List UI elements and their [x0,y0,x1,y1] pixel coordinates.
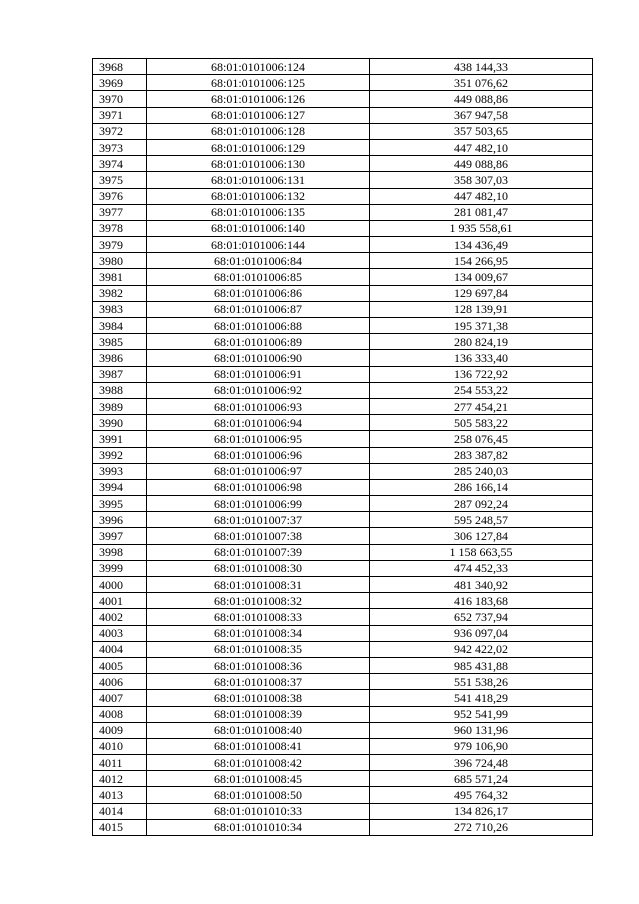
cadastral-value-cell: 438 144,33 [370,59,593,75]
cadastral-number-cell: 68:01:0101006:131 [147,172,370,188]
cadastral-value-cell: 272 710,26 [370,819,593,835]
row-number-cell: 3983 [93,301,147,317]
table-row [93,285,593,301]
cadastral-number-cell: 68:01:0101006:96 [147,447,370,463]
cadastral-value-cell: 281 081,47 [370,204,593,220]
cadastral-number-cell: 68:01:0101006:135 [147,204,370,220]
cadastral-number-cell: 68:01:0101008:50 [147,787,370,803]
row-number-cell: 3979 [93,237,147,253]
cadastral-number-cell: 68:01:0101006:125 [147,75,370,91]
table-row [93,301,593,317]
cadastral-value-cell: 447 482,10 [370,139,593,155]
row-number-cell: 4008 [93,706,147,722]
cadastral-value-cell: 1 935 558,61 [370,220,593,236]
table-row [93,253,593,269]
table-row [93,431,593,447]
row-number-cell: 3989 [93,398,147,414]
table-row [93,803,593,819]
cadastral-value-cell: 942 422,02 [370,641,593,657]
row-number-cell: 3984 [93,318,147,334]
cadastral-value-cell: 481 340,92 [370,577,593,593]
cadastral-value-cell: 685 571,24 [370,771,593,787]
cadastral-number-cell: 68:01:0101006:94 [147,415,370,431]
table-row [93,75,593,91]
row-number-cell: 4011 [93,755,147,771]
table-row [93,722,593,738]
table-row [93,577,593,593]
cadastral-value-cell: 306 127,84 [370,528,593,544]
cadastral-value-cell: 367 947,58 [370,107,593,123]
cadastral-number-cell: 68:01:0101008:32 [147,593,370,609]
cadastral-value-cell: 595 248,57 [370,512,593,528]
table-row [93,139,593,155]
table-row [93,738,593,754]
row-number-cell: 4002 [93,609,147,625]
table-row [93,463,593,479]
row-number-cell: 4004 [93,641,147,657]
cadastral-value-cell: 952 541,99 [370,706,593,722]
row-number-cell: 3982 [93,285,147,301]
table-row [93,59,593,75]
cadastral-number-cell: 68:01:0101008:30 [147,560,370,576]
row-number-cell: 4000 [93,577,147,593]
table-row [93,609,593,625]
cadastral-number-cell: 68:01:0101006:88 [147,318,370,334]
table-row [93,787,593,803]
row-number-cell: 4006 [93,674,147,690]
cadastral-value-cell: 960 131,96 [370,722,593,738]
cadastral-number-cell: 68:01:0101006:128 [147,123,370,139]
cadastral-value-cell: 416 183,68 [370,593,593,609]
cadastral-value-cell: 541 418,29 [370,690,593,706]
table-row [93,447,593,463]
cadastral-value-cell: 495 764,32 [370,787,593,803]
cadastral-value-cell: 154 266,95 [370,253,593,269]
row-number-cell: 3996 [93,512,147,528]
row-number-cell: 4012 [93,771,147,787]
row-number-cell: 3977 [93,204,147,220]
cadastral-number-cell: 68:01:0101008:38 [147,690,370,706]
row-number-cell: 3975 [93,172,147,188]
table-row [93,479,593,495]
table-row [93,334,593,350]
table-row [93,496,593,512]
row-number-cell: 3970 [93,91,147,107]
cadastral-number-cell: 68:01:0101010:33 [147,803,370,819]
row-number-cell: 3978 [93,220,147,236]
row-number-cell: 4007 [93,690,147,706]
cadastral-value-cell: 136 722,92 [370,366,593,382]
cadastral-value-cell: 134 436,49 [370,237,593,253]
table-row [93,512,593,528]
table-row [93,382,593,398]
cadastral-number-cell: 68:01:0101007:39 [147,544,370,560]
cadastral-number-cell: 68:01:0101008:45 [147,771,370,787]
row-number-cell: 4014 [93,803,147,819]
cadastral-number-cell: 68:01:0101008:42 [147,755,370,771]
cadastral-number-cell: 68:01:0101008:31 [147,577,370,593]
cadastral-value-cell: 136 333,40 [370,350,593,366]
cadastral-number-cell: 68:01:0101006:129 [147,139,370,155]
cadastral-number-cell: 68:01:0101006:86 [147,285,370,301]
table-row [93,657,593,673]
table-row [93,706,593,722]
cadastral-number-cell: 68:01:0101006:84 [147,253,370,269]
table-row [93,123,593,139]
row-number-cell: 3985 [93,334,147,350]
cadastral-number-cell: 68:01:0101006:144 [147,237,370,253]
cadastral-number-cell: 68:01:0101006:126 [147,91,370,107]
cadastral-value-cell: 449 088,86 [370,91,593,107]
row-number-cell: 3969 [93,75,147,91]
cadastral-value-cell: 505 583,22 [370,415,593,431]
row-number-cell: 3976 [93,188,147,204]
table-row [93,366,593,382]
table-row [93,398,593,414]
row-number-cell: 3990 [93,415,147,431]
cadastral-number-cell: 68:01:0101006:85 [147,269,370,285]
row-number-cell: 3987 [93,366,147,382]
cadastral-number-cell: 68:01:0101006:99 [147,496,370,512]
cadastral-number-cell: 68:01:0101008:37 [147,674,370,690]
cadastral-number-cell: 68:01:0101006:89 [147,334,370,350]
row-number-cell: 3997 [93,528,147,544]
table-row [93,755,593,771]
row-number-cell: 3991 [93,431,147,447]
row-number-cell: 4001 [93,593,147,609]
cadastral-number-cell: 68:01:0101006:93 [147,398,370,414]
cadastral-value-cell: 128 139,91 [370,301,593,317]
table-row [93,107,593,123]
cadastral-number-cell: 68:01:0101008:34 [147,625,370,641]
cadastral-number-cell: 68:01:0101010:34 [147,819,370,835]
cadastral-number-cell: 68:01:0101006:140 [147,220,370,236]
row-number-cell: 3999 [93,560,147,576]
row-number-cell: 4013 [93,787,147,803]
row-number-cell: 3972 [93,123,147,139]
table-body [93,59,593,836]
row-number-cell: 3992 [93,447,147,463]
cadastral-number-cell: 68:01:0101007:38 [147,528,370,544]
cadastral-value-cell: 134 826,17 [370,803,593,819]
cadastral-number-cell: 68:01:0101008:35 [147,641,370,657]
table-row [93,318,593,334]
row-number-cell: 3974 [93,156,147,172]
cadastral-value-cell: 283 387,82 [370,447,593,463]
row-number-cell: 3995 [93,496,147,512]
row-number-cell: 3998 [93,544,147,560]
table-row [93,771,593,787]
cadastral-value-cell: 195 371,38 [370,318,593,334]
row-number-cell: 4015 [93,819,147,835]
cadastral-value-cell: 286 166,14 [370,479,593,495]
cadastral-value-cell: 358 307,03 [370,172,593,188]
row-number-cell: 3968 [93,59,147,75]
cadastral-number-cell: 68:01:0101006:124 [147,59,370,75]
row-number-cell: 3994 [93,479,147,495]
table-row [93,269,593,285]
row-number-cell: 4005 [93,657,147,673]
table-row [93,593,593,609]
table-row [93,188,593,204]
cadastral-number-cell: 68:01:0101006:98 [147,479,370,495]
cadastral-value-cell: 396 724,48 [370,755,593,771]
cadastral-number-cell: 68:01:0101006:92 [147,382,370,398]
cadastral-value-cell: 254 553,22 [370,382,593,398]
cadastral-value-cell: 134 009,67 [370,269,593,285]
cadastral-value-cell: 280 824,19 [370,334,593,350]
row-number-cell: 3981 [93,269,147,285]
cadastral-number-cell: 68:01:0101006:132 [147,188,370,204]
table-row [93,560,593,576]
cadastral-number-cell: 68:01:0101006:91 [147,366,370,382]
row-number-cell: 3988 [93,382,147,398]
cadastral-number-cell: 68:01:0101006:90 [147,350,370,366]
table-row [93,625,593,641]
row-number-cell: 3986 [93,350,147,366]
table-row [93,641,593,657]
cadastral-value-cell: 277 454,21 [370,398,593,414]
cadastral-value-cell: 474 452,33 [370,560,593,576]
cadastral-value-cell: 129 697,84 [370,285,593,301]
table-row [93,172,593,188]
cadastral-value-cell: 258 076,45 [370,431,593,447]
row-number-cell: 3973 [93,139,147,155]
table-row [93,156,593,172]
row-number-cell: 4003 [93,625,147,641]
cadastral-number-cell: 68:01:0101006:95 [147,431,370,447]
cadastral-number-cell: 68:01:0101006:97 [147,463,370,479]
table-row [93,91,593,107]
table-row [93,690,593,706]
row-number-cell: 3993 [93,463,147,479]
table-row [93,544,593,560]
cadastral-number-cell: 68:01:0101007:37 [147,512,370,528]
cadastral-value-cell: 979 106,90 [370,738,593,754]
row-number-cell: 3971 [93,107,147,123]
cadastral-number-cell: 68:01:0101008:39 [147,706,370,722]
cadastral-value-cell: 936 097,04 [370,625,593,641]
cadastral-value-cell: 287 092,24 [370,496,593,512]
cadastral-number-cell: 68:01:0101008:41 [147,738,370,754]
cadastral-number-cell: 68:01:0101008:36 [147,657,370,673]
row-number-cell: 4010 [93,738,147,754]
cadastral-value-cell: 551 538,26 [370,674,593,690]
cadastral-value-cell: 1 158 663,55 [370,544,593,560]
table-row [93,415,593,431]
cadastral-value-cell: 285 240,03 [370,463,593,479]
cadastral-number-cell: 68:01:0101006:87 [147,301,370,317]
cadastral-value-cell: 449 088,86 [370,156,593,172]
cadastral-value-cell: 357 503,65 [370,123,593,139]
cadastral-number-cell: 68:01:0101006:130 [147,156,370,172]
table-row [93,819,593,835]
cadastral-value-cell: 351 076,62 [370,75,593,91]
table-row [93,204,593,220]
cadastral-value-cell: 447 482,10 [370,188,593,204]
table-row [93,528,593,544]
table-row [93,674,593,690]
cadastral-number-cell: 68:01:0101008:40 [147,722,370,738]
document-page [92,58,593,836]
table-row [93,350,593,366]
cadastral-number-cell: 68:01:0101008:33 [147,609,370,625]
row-number-cell: 4009 [93,722,147,738]
table-row [93,220,593,236]
cadastral-value-cell: 985 431,88 [370,657,593,673]
cadastral-value-cell: 652 737,94 [370,609,593,625]
row-number-cell: 3980 [93,253,147,269]
cadastral-value-table [92,58,593,836]
table-row [93,237,593,253]
cadastral-number-cell: 68:01:0101006:127 [147,107,370,123]
